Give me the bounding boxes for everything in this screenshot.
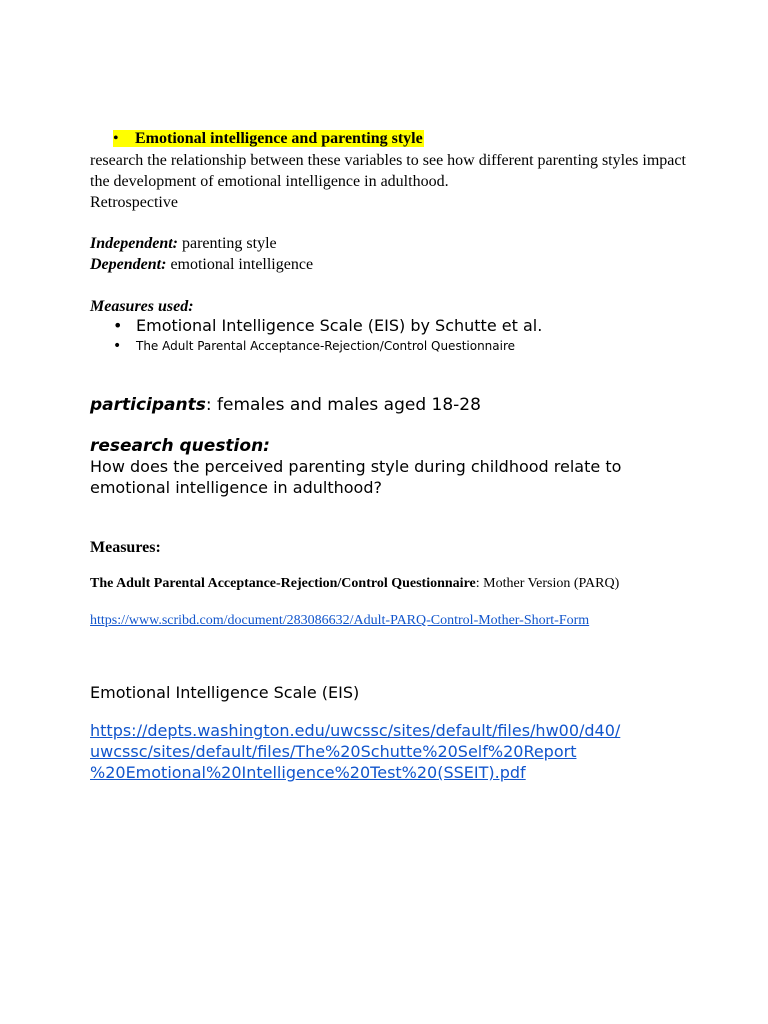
description-text: research the relationship between these variables to see how different parenting styles impact the development of emotional intelligence in adulthood. [90,152,686,190]
eis-link-line: https://depts.washington.edu/uwcssc/sites/default/files/hw00/d40/ [90,721,621,740]
measures-used-label: Measures used: [90,298,194,315]
topic-heading [113,128,424,150]
parq-line [90,574,619,593]
eis-link[interactable] [90,720,620,783]
dependent-value: emotional intelligence [170,256,314,273]
measure-item-text: Emotional Intelligence Scale (EIS) by Schutte et al. [136,316,543,335]
independent-label: Independent: [90,235,178,252]
participants-line [90,394,481,417]
parq-link[interactable]: https://www.scribd.com/document/283086632/Adult-PARQ-Control-Mother-Short-Form [90,613,590,628]
research-question-text: How does the perceived parenting style during childhood relate to emotional intelligence in adulthood? [90,457,622,497]
participants-label: participants [90,395,206,415]
dependent-label: Dependent: [90,256,167,273]
participants-value: : females and males aged 18-28 [205,395,481,415]
measures-list-item [113,315,542,337]
parq-title: The Adult Parental Acceptance-Rejection/Control Questionnaire [90,576,476,591]
bullet-icon: • [113,338,122,354]
measure-item-text: The Adult Parental Acceptance-Rejection/Control Questionnaire [136,339,516,353]
measures-list-item [113,337,515,355]
eis-heading: Emotional Intelligence Scale (EIS) [90,683,360,702]
bullet-icon: • [113,316,123,335]
topic-title: Emotional intelligence and parenting style [135,130,423,147]
bullet-icon: • [113,130,119,147]
independent-value: parenting style [182,235,277,252]
eis-link-line: %20Emotional%20Intelligence%20Test%20(SSEIT).pdf [90,763,526,782]
dependent-variable [90,254,313,275]
research-question-label: research question: [90,436,270,456]
parq-suffix: : Mother Version (PARQ) [475,576,620,591]
eis-link-line: uwcssc/sites/default/files/The%20Schutte%20Self%20Report [90,742,577,761]
description-paragraph [90,150,690,213]
measures-heading: Measures: [90,539,161,556]
independent-variable [90,233,277,254]
design-text: Retrospective [90,194,178,211]
